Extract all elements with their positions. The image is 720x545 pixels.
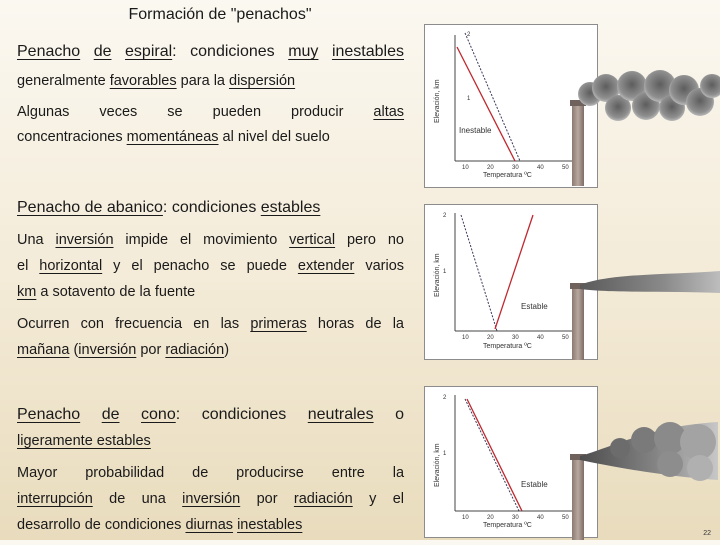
fanning-plume-para2-line2: mañana (inversión por radiación) <box>17 342 230 358</box>
curve-label: Estable <box>521 480 548 489</box>
x-tick: 50 <box>562 335 569 341</box>
svg-text:2: 2 <box>443 213 447 219</box>
coning-plume-heading: Penacho de cono: condiciones neutrales o <box>17 406 405 423</box>
x-tick: 40 <box>537 335 544 341</box>
curve-label: Inestable <box>459 126 492 135</box>
svg-text:1: 1 <box>467 96 471 102</box>
x-tick: 40 <box>537 165 544 171</box>
looping-plume-para-line2: concentraciones momentáneas al nivel del suelo <box>17 129 330 145</box>
y-axis-label: Elevación, km <box>434 443 441 487</box>
x-tick: 30 <box>512 515 519 521</box>
dry-adiabatic-line <box>465 399 519 511</box>
x-axis-label: Temperatura ºC <box>483 343 532 350</box>
svg-text:1: 1 <box>443 451 447 457</box>
x-tick: 10 <box>462 335 469 341</box>
fanning-plume-para1-line2: el horizontal y el penacho se puede extender varios <box>17 258 405 274</box>
y-axis-label: Elevación, km <box>434 79 441 123</box>
x-tick: 10 <box>462 165 469 171</box>
x-axis-label: Temperatura ºC <box>483 172 532 179</box>
fanning-plume-para2-line1: Ocurren con frecuencia en las primeras horas de la <box>17 316 405 332</box>
looping-plume-heading: Penacho de espiral: condiciones muy inestables <box>17 43 404 60</box>
x-tick: 50 <box>562 165 569 171</box>
dry-adiabatic-line <box>461 215 497 331</box>
x-axis-label: Temperatura ºC <box>483 522 532 529</box>
smoke-plume <box>580 422 718 481</box>
smokestack <box>572 458 584 540</box>
looping-plume-para-line1: Algunas veces se pueden producir altas <box>17 104 405 120</box>
x-tick: 20 <box>487 335 494 341</box>
coning-plume-para-line1: Mayor probabilidad de producirse entre la <box>17 465 405 481</box>
svg-text:2: 2 <box>443 395 447 401</box>
temperature-profile-line <box>495 215 533 329</box>
temperature-profile-line <box>467 399 522 511</box>
slide-title: Formación de "penachos" <box>128 6 312 23</box>
coning-plume-subheading: ligeramente estables <box>17 433 151 449</box>
curve-label: Estable <box>521 302 548 311</box>
svg-text:1: 1 <box>443 269 447 275</box>
x-tick: 40 <box>537 515 544 521</box>
looping-plume-subheading: generalmente favorables para la dispersión <box>17 73 296 89</box>
fanning-plume-illustration <box>560 265 720 360</box>
fanning-plume-para1-line3: km a sotavento de la fuente <box>17 284 196 300</box>
x-tick: 10 <box>462 515 469 521</box>
x-tick: 30 <box>512 165 519 171</box>
svg-text:2: 2 <box>467 32 471 38</box>
dry-adiabatic-line <box>465 33 520 161</box>
temperature-profile-line <box>457 47 515 161</box>
coning-plume-para-line2: interrupción de una inversión por radiación y el <box>17 491 404 507</box>
fanning-plume-para1-line1: Una inversión impide el movimiento vertical pero no <box>17 232 404 248</box>
x-tick: 20 <box>487 165 494 171</box>
fanning-plume-heading: Penacho de abanico: condiciones estables <box>17 199 321 216</box>
smokestack <box>572 287 584 360</box>
smoke-plume <box>578 70 720 121</box>
smokestack <box>572 104 584 186</box>
coning-plume-illustration <box>560 418 720 540</box>
x-tick: 50 <box>562 515 569 521</box>
looping-plume-illustration <box>560 56 720 186</box>
x-tick: 30 <box>512 335 519 341</box>
y-axis-label: Elevación, km <box>434 253 441 297</box>
page-number: 22 <box>703 530 711 537</box>
smoke-plume <box>580 271 720 293</box>
coning-plume-para-line3: desarrollo de condiciones diurnas inestables <box>17 517 303 533</box>
x-tick: 20 <box>487 515 494 521</box>
